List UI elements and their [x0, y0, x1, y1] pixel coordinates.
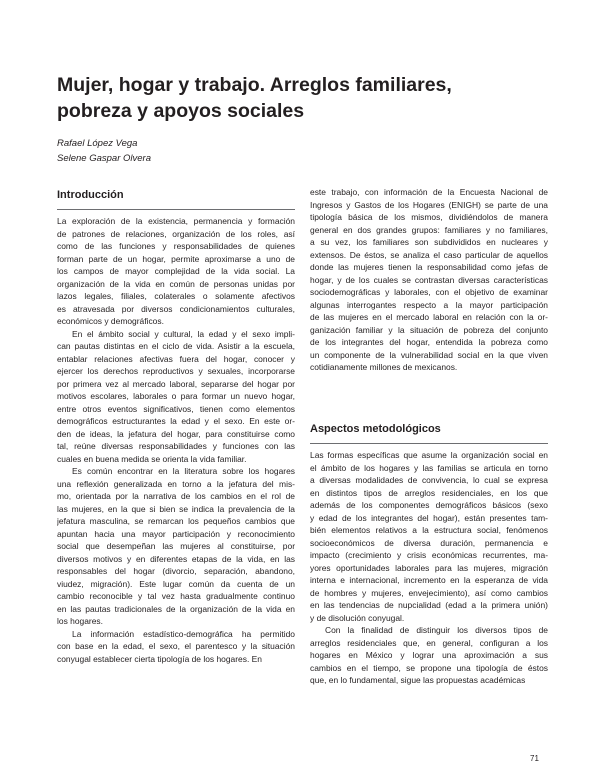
section-heading-introduccion: Introducción [57, 189, 124, 201]
text-line: como de las funciones y responsabilidades de quienes [57, 241, 295, 251]
text-line: donde las mujeres tienen la responsabilidad como jefas de [310, 262, 548, 272]
right-column-top [310, 186, 548, 374]
text-line: es atravesada por diversos condicionamientos culturales, [57, 303, 295, 314]
author-list [57, 137, 151, 166]
text-line: forman parte de un hogar, permite aproximarse a uno de [57, 253, 295, 264]
text-line: bién elementos relativos a la estructura social, fenómenos [310, 525, 548, 535]
text-line: económicos y demográficos. [57, 316, 164, 326]
body-paragraph [57, 628, 295, 666]
text-line: sociodemográficas y laborales, con el objetivo de examinar [310, 287, 548, 297]
text-line: tal, reúne diversas responsabilidades y funciones con las [57, 441, 295, 451]
text-line: den de ideas, la jefatura del hogar, para constituirse como [57, 428, 295, 439]
text-line: socioeconómicos de diversa duración, permanencia e [310, 537, 548, 548]
text-line: yores oportunidades laborales para las mujeres, migración [310, 562, 548, 573]
text-line: apuntan hacia una mayor participación y reconocimiento [57, 528, 295, 539]
page-number: 71 [530, 754, 539, 763]
text-line: social que desempeñan las mujeres al constituirse, por [57, 541, 295, 551]
section-heading-aspectos-metodologicos: Aspectos metodológicos [310, 423, 441, 435]
title-line: Mujer, hogar y trabajo. Arreglos familiares, [57, 74, 452, 96]
text-line: una reflexión generalizada en torno a la jefatura del mis- [57, 478, 295, 489]
text-line: mo, orientada por la narrativa de los cambios en el rol de [57, 491, 295, 501]
article-title [57, 72, 477, 124]
text-line: ejercer los derechos reproductivos y sexuales, incorporarse [57, 366, 295, 376]
text-line: lazos legales, filiales, colaterales o solamente afectivos [57, 291, 295, 301]
text-line: general en dos grandes grupos: familiares y no familiares, [310, 224, 548, 235]
text-line: tipología básica de los mismos, dividiéndolos de manera [310, 212, 548, 222]
text-line: motivos escolares, laborales o para formar un nuevo hogar, [57, 391, 295, 401]
text-line: el ámbito de los hogares y las familias se articula en torno [310, 462, 548, 473]
author-name: Rafael López Vega [57, 138, 138, 149]
text-line: arreglos residenciales que, en general, configuran a los [310, 637, 548, 648]
text-line: viudez, migración). Este lugar común da cuenta de un [57, 578, 295, 589]
text-line: algunas interrogantes respecto a la mayor participación [310, 299, 548, 310]
body-paragraph [57, 465, 295, 628]
text-line: Es común encontrar en la literatura sobre los hogares [72, 466, 295, 476]
text-line: los campos de mayor complejidad de la vida social. La [57, 266, 295, 276]
text-line: conyugal establecer cierta tipología de los hogares. En [57, 653, 262, 664]
text-line: La información estadístico-demográfica ha permitido [72, 628, 295, 639]
text-line: a su vez, los familiares son subdivididos en nucleares y [310, 237, 548, 247]
text-line: que, en lo fundamental, sigue las propuestas académicas [310, 675, 526, 685]
body-paragraph [310, 624, 548, 687]
text-line: diversos motivos y en diferentes etapas de la vida, en las [57, 553, 295, 564]
text-line: cambio reconocible y tal vez hasta gradualmente continuo [57, 591, 295, 601]
text-line: además de los componentes demográficos básicos (sexo [310, 500, 548, 510]
text-line: Con la finalidad de distinguir los diversos tipos de [325, 625, 548, 635]
text-line: en las pautas tradicionales de la organización de la vida en [57, 603, 295, 614]
text-line: responsables del hogar (divorcio, separación, abandono, [57, 566, 295, 576]
text-line: cuales en buena medida se orienta la vida familiar. [57, 453, 247, 464]
text-line: Ingresos y Gastos de los Hogares (ENIGH) se parte de una [310, 199, 548, 210]
text-line: impacto (crecimiento y crisis económicas recurrentes, ma- [310, 550, 548, 560]
text-line: interna e internacional, incremento en la esperanza de vida [310, 575, 548, 585]
text-line: un componente de la vulnerabilidad social en la que viven [310, 349, 548, 360]
text-line: y edad de los integrantes del hogar), están presentes tam- [310, 512, 548, 523]
text-line: por primera vez al mercado laboral, separarse del hogar por [57, 378, 295, 389]
text-line: de hombres y mujeres, envejecimiento), así como cambios [310, 587, 548, 598]
title-line: pobreza y apoyos sociales [57, 100, 305, 122]
text-line: con base en la edad, el sexo, el parentesco y la situación [57, 641, 295, 651]
text-line: extensos. De éstos, se analiza el caso particular de aquellos [310, 249, 548, 260]
text-line: ganización familiar y la situación de pobreza del conjunto [310, 324, 548, 335]
text-line: can pautas distintas en el ciclo de vida. Asistir a la escuela, [57, 341, 295, 351]
heading-rule [310, 443, 548, 444]
text-line: y de disolución conyugal. [310, 612, 405, 623]
text-line: entablar relaciones afectivas fuera del hogar, conocer y [57, 353, 295, 364]
text-line: de patrones de relaciones, organización de los roles, así [57, 228, 295, 239]
right-column-bottom [310, 449, 548, 687]
text-line: a diversas modalidades de convivencia, lo cual se expresa [310, 475, 548, 485]
text-line: jefatura masculina, se remarcan los pequeños cambios que [57, 516, 295, 526]
text-line: de los integrantes del hogar, entendida la pobreza como [310, 337, 548, 347]
text-line: Las formas específicas que asume la organización social en [310, 450, 548, 460]
text-line: en distintos tipos de arreglos residenciales, en los que [310, 487, 548, 498]
text-line: en las tendencias de nupcialidad (edad a la primera unión) [310, 600, 548, 610]
body-paragraph [57, 215, 295, 328]
text-line: hogares en México y lograr una aproximación a sus [310, 650, 548, 660]
text-line: cambios en el tiempo, se propone una tipología de éstos [310, 662, 548, 673]
heading-rule [57, 209, 295, 210]
text-line: En el ámbito social y cultural, la edad y el sexo impli- [72, 328, 295, 339]
text-line: entre otros eventos significativos, tienen como elementos [57, 403, 295, 414]
text-line: las mujeres, en la que si bien se indica la prevalencia de la [57, 503, 295, 514]
text-line: hogar, y de los cuales se contrastan diversas características [310, 274, 548, 285]
text-line: La exploración de la existencia, permanencia y formación [57, 216, 295, 226]
text-line: este trabajo, con información de la Encuesta Nacional de [310, 187, 548, 197]
left-column [57, 215, 295, 665]
text-line: organización de la vida en común de personas unidas por [57, 278, 295, 289]
author-name: Selene Gaspar Olvera [57, 152, 151, 164]
body-paragraph [310, 186, 548, 374]
body-paragraph [57, 328, 295, 466]
text-line: los hogares. [57, 616, 103, 626]
text-line: demográficos estructurantes la edad y el sexo. En este or- [57, 416, 295, 426]
text-line: cotidianamente millones de mexicanos. [310, 362, 458, 372]
body-paragraph [310, 449, 548, 624]
text-line: de las mujeres en el mercado laboral en relación con la or- [310, 312, 548, 322]
